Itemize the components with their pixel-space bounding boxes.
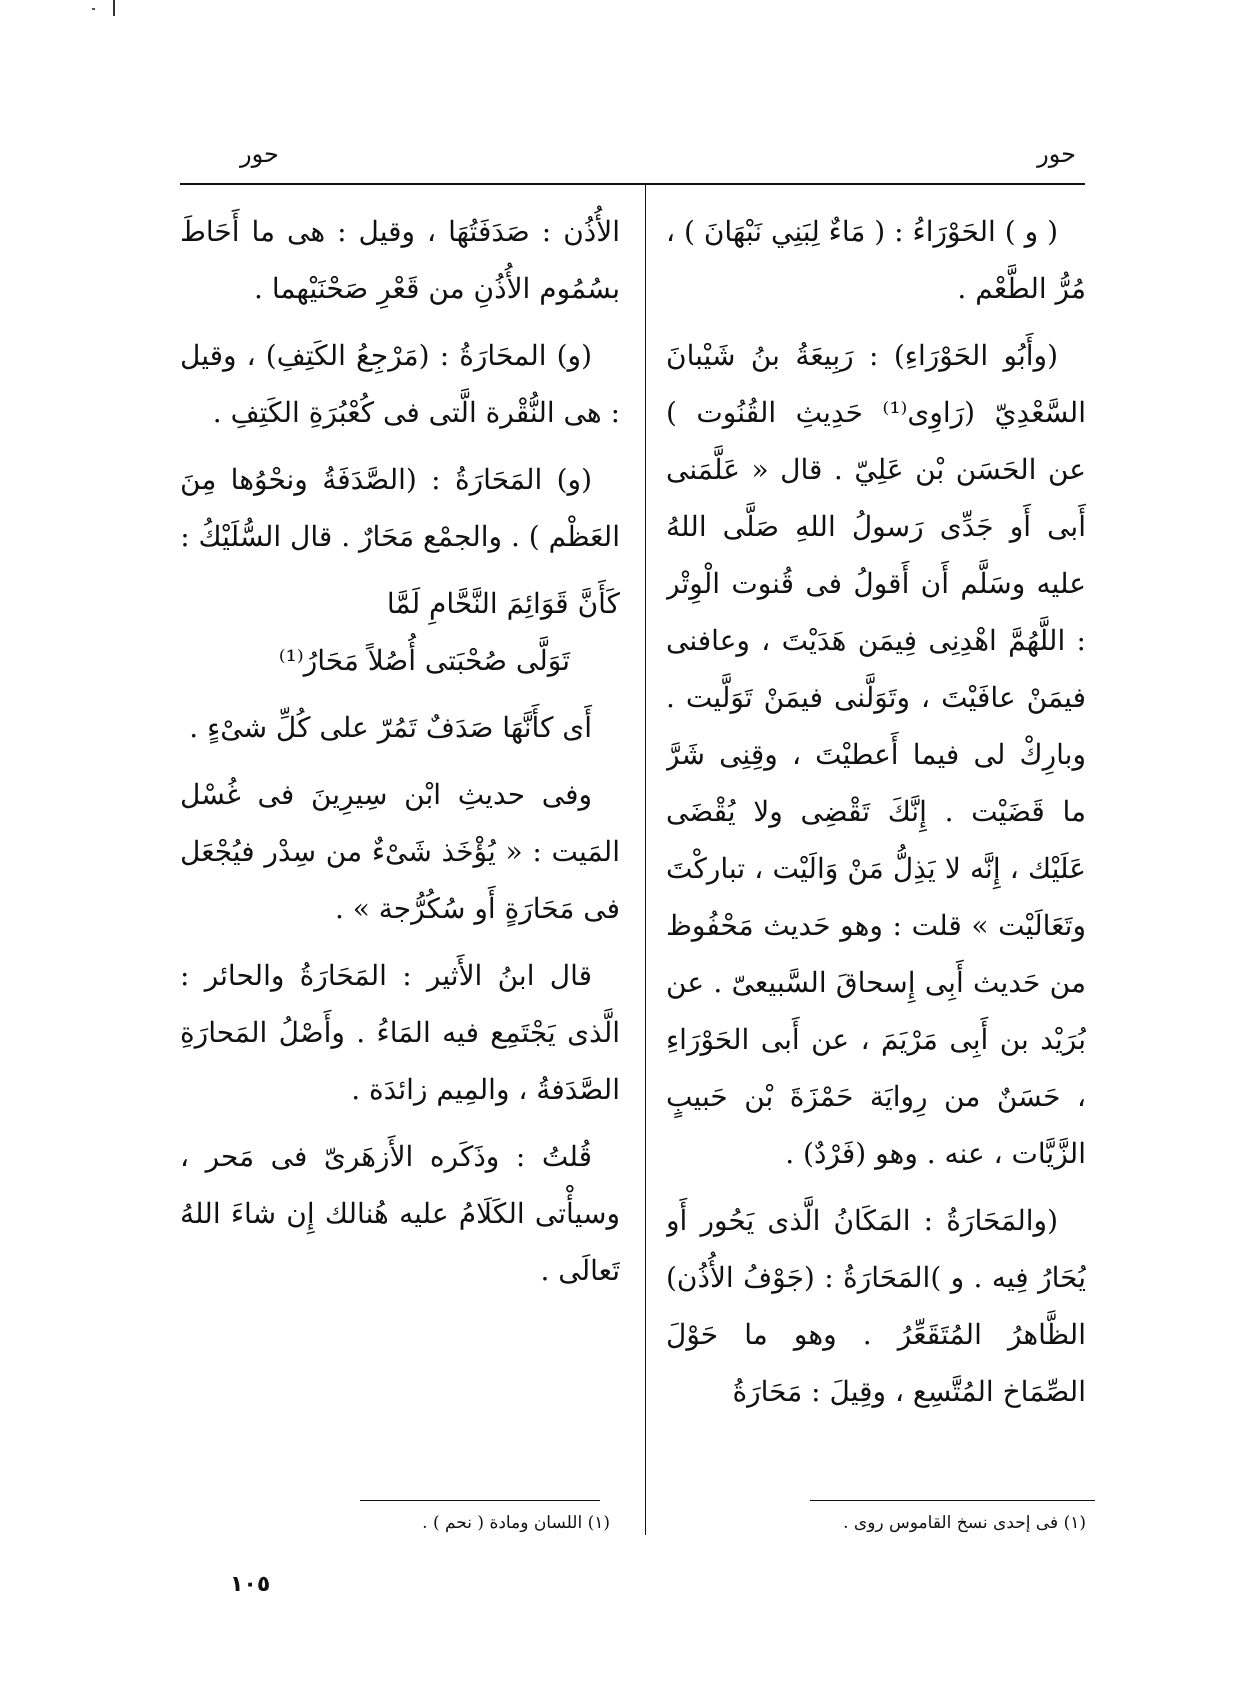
left-paragraph-6: قال ابنُ الأَثير : المَحَارَةُ والحائر : الَّذى يَجْتَمِع فيه المَاءُ . وأَصْلُ المَحارَةِ الصَّدَفةُ ، والمِيم زائدَة . (180, 959, 620, 1106)
running-header-left: حور (240, 140, 279, 168)
right-paragraph-2: (وأَبُو الحَوْرَاءِ) : رَبِيعَةُ بنُ شَيْبانَ السَّعْدِيّ (رَاوِى⁽¹⁾ حَدِيثِ القُنُوت ) عن الحَسَن بْن عَلِيّ . قال « عَلَّمَنى أَبى أَو جَدِّى رَسولُ اللهِ صَلَّى اللهُ عليه وسَلَّم أَن أَقولُ فى قُنوت الْوِتْر : اللَّهُمَّ اهْدِنِى فِيمَن هَدَيْتَ ، وعافنى فيمَنْ عافَيْتَ ، وتَوَلَّنى فيمَنْ تَوَلَّيت . وبارِكْ لى فيما أَعطيْتَ ، وقِنِى شَرَّ ما قَضَيْت . إِنَّكَ تَقْضِى ولا يُقْضَى عَلَيْك ، إِنَّه لا يَذِلُّ مَنْ وَالَيْت ، تباركْتَ وتَعَالَيْت » قلت : وهو حَديث مَحْفُوظ من حَديث أَبِى إِسحاقَ السَّبيعىّ . عن بُرَيْد بن أَبِى مَرْيَمَ ، عن أَبى الحَوْرَاءِ ، حَسَنٌ من رِوايَة حَمْزَةَ بْن حَبيبٍ الزَّيَّات ، عنه . وهو (فَرْدٌ) . (666, 339, 1086, 1170)
right-paragraph-1: ( و ) الحَوْرَاءُ : ( مَاءٌ لِبَنِي نَبْهَانَ ) ، مُرُّ الطَّعْم . (666, 215, 1086, 305)
verse-hemistich-1: كَأَنَّ قَوَائِمَ النَّحَّامِ لَمَّا (386, 587, 620, 620)
left-column (180, 203, 620, 1493)
verse-hemistich-2: تَوَلَّى صُحْبَتى أُصُلاً مَحَارُ⁽¹⁾ (278, 644, 570, 677)
scan-mark-dot (92, 8, 95, 10)
left-paragraph-4: أَى كأَنَّهَا صَدَفٌ تَمُرّ على كُلِّ شىْءٍ . (189, 711, 592, 744)
left-paragraph-1: الأُذُن : صَدَفَتُهَا ، وقيل : هى ما أَحَاطَ بسُمُوم الأُذُنِ من قَعْرِ صَحْنَيْهما . (180, 215, 620, 305)
scan-mark-line (113, 0, 115, 16)
running-header-right: حور (1037, 140, 1076, 168)
right-paragraph-3: (والمَحَارَةُ : المَكَانُ الَّذى يَحُور أَو يُحَارُ فِيه . و )المَحَارَةُ : (جَوْفُ الأُذُن) الظَّاهرُ المُتَقَعِّرُ . وهو ما حَوْلَ الصِّمَاخ المُتَّسِع ، وقِيلَ : مَحَارَةُ (666, 1204, 1086, 1408)
footnote-left: (١) اللسان ومادة ( نحم ) . (422, 1513, 610, 1533)
left-paragraph-7: قُلتُ : وذَكَره الأَزهَرىّ فى مَحر ، وسيأْتى الكَلَامُ عليه هُنالك إِن شاءَ اللهُ تَعالَى . (180, 1140, 620, 1287)
footnote-rule-left (360, 1500, 600, 1501)
left-paragraph-2: (و) المحَارَةُ : (مَرْجِعُ الكَتِفِ) ، وقيل : هى النُّقْرة الَّتى فى كُعْبُرَةِ الكَتِفِ . (180, 339, 620, 429)
footnote-rule-right (810, 1500, 1095, 1501)
footnote-right: (١) فى إحدى نسخ القاموس روى . (843, 1513, 1086, 1533)
poetry-verse (180, 575, 620, 689)
left-paragraph-5: وفى حديثِ ابْن سِيرِينَ فى غُسْل المَيت : « يُؤْخَذ شَىْءٌ من سِدْر فيُجْعَل فى مَحَارَةٍ أَو سُكُرُّجة » . (180, 778, 620, 925)
left-paragraph-3: (و) المَحَارَةُ : (الصَّدَفَةُ ونحْوُها مِنَ العَظْم ) . والجمْع مَحَارٌ . قال السُّلَيْكُ : (180, 463, 620, 553)
header-rule (180, 183, 1085, 185)
right-column (666, 203, 1086, 1493)
column-divider (645, 185, 646, 1535)
page-number: ١٠٥ (230, 1572, 271, 1597)
